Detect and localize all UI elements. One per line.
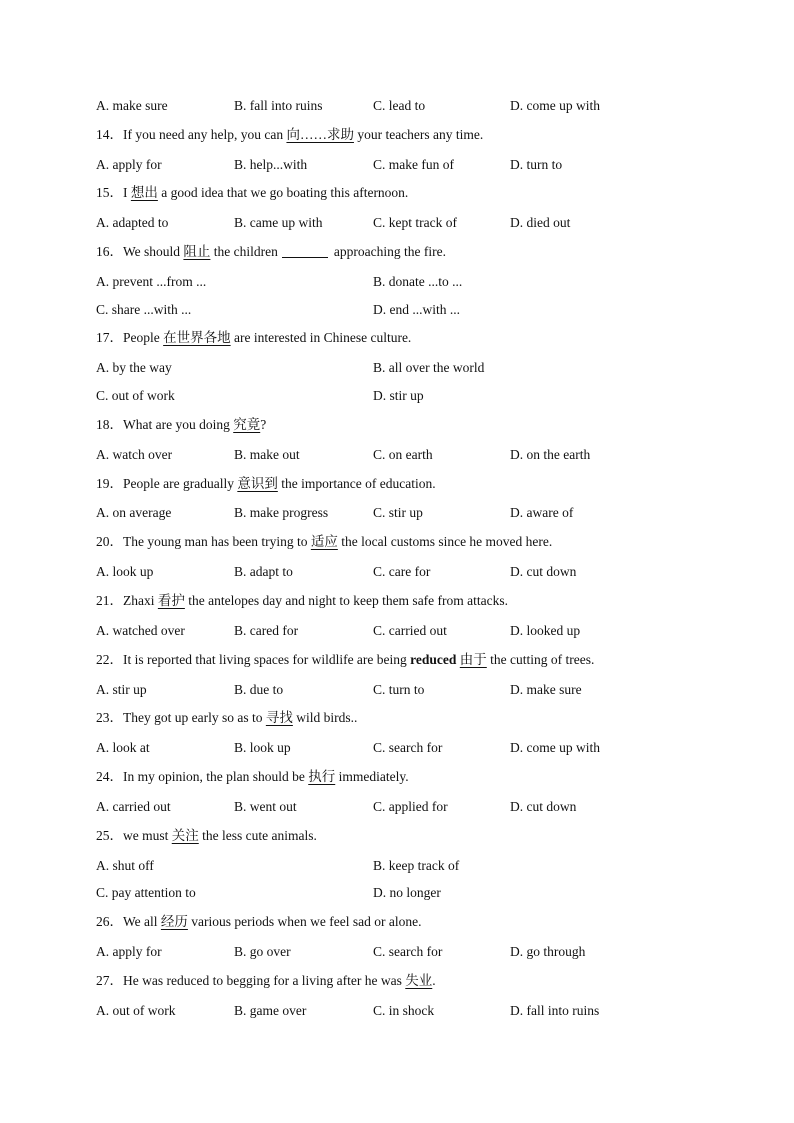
- option-a: A. on average: [96, 505, 172, 520]
- question-17: [96, 328, 411, 348]
- question-24: [96, 767, 409, 787]
- option-a: A. out of work: [96, 1003, 176, 1018]
- option-d: D. died out: [510, 215, 571, 230]
- option-d: D. make sure: [510, 682, 582, 697]
- question-text-end: immediately.: [335, 769, 409, 784]
- option-c: C. kept track of: [373, 215, 457, 230]
- question-text: I: [123, 185, 131, 200]
- question-text: The young man has been trying to: [123, 534, 311, 549]
- target-phrase: 想出: [130, 185, 158, 200]
- question-number: 20．: [96, 534, 123, 549]
- question-text: People are gradually: [123, 476, 238, 491]
- option-a: A. apply for: [96, 944, 162, 959]
- question-text: We should: [123, 244, 184, 259]
- option-a: A. carried out: [96, 799, 171, 814]
- option-b: B. make out: [234, 447, 300, 462]
- question-text: In my opinion, the plan should be: [123, 769, 309, 784]
- option-a: A. shut off: [96, 858, 154, 873]
- question-text: we must: [123, 828, 172, 843]
- option-d: D. aware of: [510, 505, 574, 520]
- option-d: D. on the earth: [510, 447, 591, 462]
- option-a: A. prevent ...from ...: [96, 274, 207, 289]
- option-a: A. adapted to: [96, 215, 169, 230]
- answer-blank: [282, 243, 328, 258]
- question-22: [96, 650, 594, 670]
- option-a: A. by the way: [96, 360, 172, 375]
- option-a: A. make sure: [96, 98, 168, 113]
- option-b: B. came up with: [234, 215, 323, 230]
- option-d: D. end ...with ...: [373, 302, 460, 317]
- question-26: [96, 912, 421, 932]
- question-text: He was reduced to begging for a living after he was: [123, 973, 406, 988]
- question-text: People: [123, 330, 164, 345]
- question-16: [96, 242, 446, 262]
- option-c: C. in shock: [373, 1003, 435, 1018]
- target-phrase: 究竟: [233, 417, 261, 432]
- question-14: [96, 125, 483, 145]
- target-phrase: 经历: [160, 914, 188, 929]
- option-b: B. due to: [234, 682, 284, 697]
- option-a: A. look at: [96, 740, 150, 755]
- question-23: [96, 708, 357, 728]
- question-number: 18．: [96, 417, 123, 432]
- question-text-end: various periods when we feel sad or alone.: [187, 914, 422, 929]
- question-15: [96, 183, 408, 203]
- target-phrase: 失业: [405, 973, 433, 988]
- option-b: B. fall into ruins: [234, 98, 323, 113]
- question-text: It is reported that living spaces for wildlife are being: [123, 652, 411, 667]
- question-text: We all: [123, 914, 161, 929]
- option-c: C. care for: [373, 564, 431, 579]
- option-d: D. no longer: [373, 885, 441, 900]
- question-number: 25．: [96, 828, 123, 843]
- question-text-end: the less cute animals.: [198, 828, 317, 843]
- option-c: C. applied for: [373, 799, 448, 814]
- question-text-end: ?: [260, 417, 267, 432]
- bold-word: reduced: [410, 652, 457, 667]
- option-d: D. turn to: [510, 157, 563, 172]
- option-b: B. cared for: [234, 623, 299, 638]
- option-b: B. all over the world: [373, 360, 485, 375]
- target-phrase: 执行: [308, 769, 336, 784]
- target-phrase: 向……求助: [286, 127, 354, 142]
- option-b: B. keep track of: [373, 858, 460, 873]
- option-d: D. come up with: [510, 740, 600, 755]
- target-phrase: 适应: [310, 534, 338, 549]
- question-text-tail: approaching the fire.: [333, 244, 446, 259]
- question-text: Zhaxi: [123, 593, 158, 608]
- option-c: C. lead to: [373, 98, 426, 113]
- question-number: 16．: [96, 244, 123, 259]
- option-c: C. on earth: [373, 447, 433, 462]
- question-text: If you need any help, you can: [123, 127, 287, 142]
- question-text: They got up early so as to: [123, 710, 266, 725]
- target-phrase: 在世界各地: [163, 330, 231, 345]
- target-phrase: 意识到: [237, 476, 278, 491]
- option-b: B. adapt to: [234, 564, 293, 579]
- question-20: [96, 532, 552, 552]
- option-c: C. search for: [373, 944, 443, 959]
- option-b: B. make progress: [234, 505, 329, 520]
- question-number: 14．: [96, 127, 123, 142]
- option-b: B. game over: [234, 1003, 307, 1018]
- question-number: 19．: [96, 476, 123, 491]
- option-d: D. cut down: [510, 564, 577, 579]
- option-d: D. stir up: [373, 388, 424, 403]
- question-number: 27．: [96, 973, 123, 988]
- question-number: 15．: [96, 185, 123, 200]
- option-c: C. share ...with ...: [96, 302, 192, 317]
- question-text-end: the importance of education.: [277, 476, 436, 491]
- option-b: B. donate ...to ...: [373, 274, 463, 289]
- option-b: B. help...with: [234, 157, 308, 172]
- option-c: C. out of work: [96, 388, 175, 403]
- option-a: A. watch over: [96, 447, 173, 462]
- question-21: [96, 591, 508, 611]
- option-c: C. search for: [373, 740, 443, 755]
- option-c: C. stir up: [373, 505, 423, 520]
- option-d: D. cut down: [510, 799, 577, 814]
- question-18: [96, 415, 266, 435]
- question-text-end: the local customs since he moved here.: [337, 534, 553, 549]
- option-d: D. come up with: [510, 98, 600, 113]
- option-a: A. stir up: [96, 682, 147, 697]
- option-b: B. went out: [234, 799, 297, 814]
- question-number: 21．: [96, 593, 123, 608]
- option-a: A. watched over: [96, 623, 185, 638]
- question-text-end: the antelopes day and night to keep them safe from attacks.: [184, 593, 509, 608]
- option-b: B. look up: [234, 740, 291, 755]
- question-text: What are you doing: [123, 417, 234, 432]
- option-d: D. fall into ruins: [510, 1003, 600, 1018]
- question-number: 17．: [96, 330, 123, 345]
- option-c: C. carried out: [373, 623, 447, 638]
- question-25: [96, 826, 317, 846]
- target-phrase: 看护: [157, 593, 185, 608]
- question-text-end: are interested in Chinese culture.: [230, 330, 412, 345]
- option-c: C. pay attention to: [96, 885, 196, 900]
- question-text-end: wild birds..: [292, 710, 358, 725]
- question-number: 26．: [96, 914, 123, 929]
- question-text-end: a good idea that we go boating this afternoon.: [157, 185, 409, 200]
- question-number: 24．: [96, 769, 123, 784]
- question-text-end: your teachers any time.: [353, 127, 484, 142]
- question-number: 22．: [96, 652, 123, 667]
- option-d: D. go through: [510, 944, 586, 959]
- target-phrase: 关注: [171, 828, 199, 843]
- option-a: A. apply for: [96, 157, 162, 172]
- option-b: B. go over: [234, 944, 291, 959]
- question-27: [96, 971, 436, 991]
- question-19: [96, 474, 436, 494]
- option-c: C. make fun of: [373, 157, 454, 172]
- target-phrase: 阻止: [183, 244, 211, 259]
- question-text-end: .: [432, 973, 436, 988]
- option-a: A. look up: [96, 564, 154, 579]
- target-phrase: 由于: [459, 652, 487, 667]
- target-phrase: 寻找: [265, 710, 293, 725]
- question-number: 23．: [96, 710, 123, 725]
- question-text-end: the children: [210, 244, 278, 259]
- option-c: C. turn to: [373, 682, 425, 697]
- option-d: D. looked up: [510, 623, 581, 638]
- question-text-end: the cutting of trees.: [486, 652, 595, 667]
